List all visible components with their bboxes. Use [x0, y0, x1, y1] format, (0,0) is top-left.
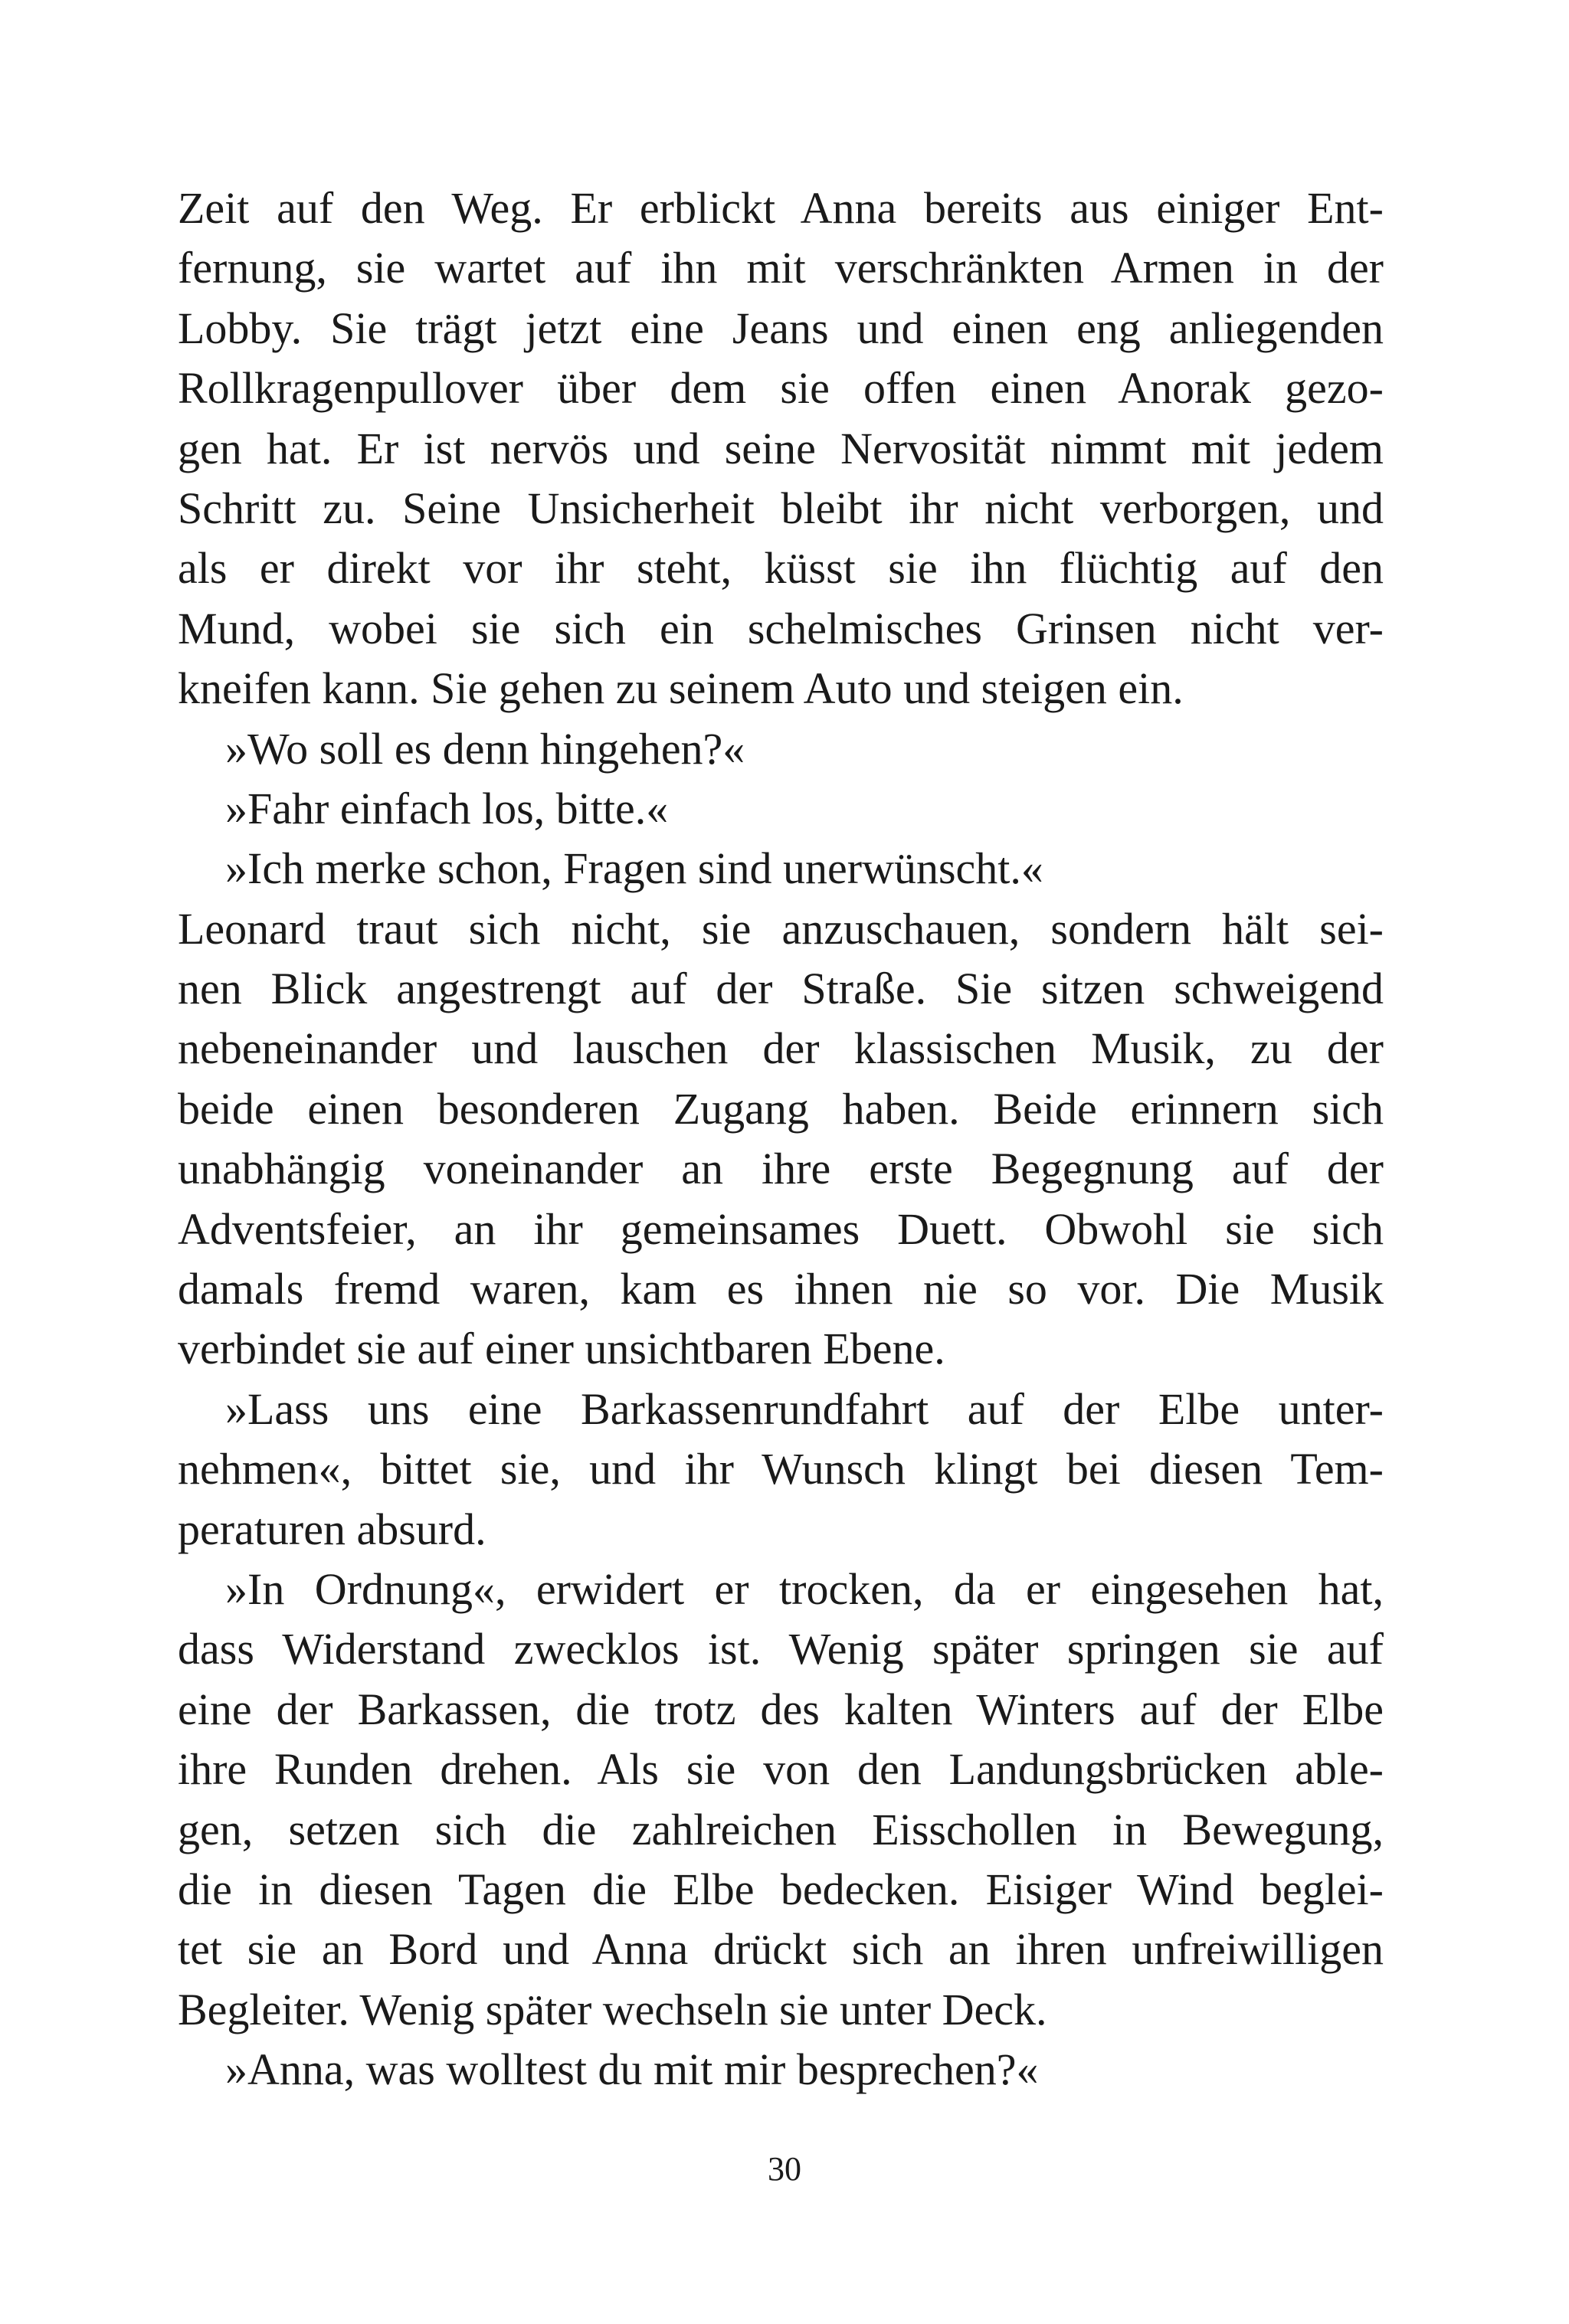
- text-line: als er direkt vor ihr steht, küsst sie ihn flüchtig auf den: [178, 543, 1384, 594]
- text-line: »In Ordnung«, erwidert er trocken, da er eingesehen hat,: [225, 1563, 1384, 1614]
- text-line: ihre Runden drehen. Als sie von den Landungsbrücken able-: [178, 1744, 1384, 1795]
- text-line: »Fahr einfach los, bitte.«: [225, 783, 669, 833]
- text-line: »Lass uns eine Barkassenrundfahrt auf der Elbe unter-: [225, 1383, 1384, 1434]
- text-line: Lobby. Sie trägt jetzt eine Jeans und einen eng anliegenden: [178, 303, 1384, 353]
- text-line: nehmen«, bittet sie, und ihr Wunsch klingt bei diesen Tem-: [178, 1444, 1384, 1494]
- text-line: Schritt zu. Seine Unsicherheit bleibt ihr nicht verborgen, und: [178, 483, 1384, 533]
- text-line: »Anna, was wolltest du mit mir besprechen?«: [225, 2044, 1039, 2095]
- text-line: fernung, sie wartet auf ihn mit verschränkten Armen in der: [178, 243, 1384, 293]
- text-line: Mund, wobei sie sich ein schelmisches Grinsen nicht ver-: [178, 603, 1384, 653]
- text-line: nebeneinander und lauschen der klassischen Musik, zu der: [178, 1023, 1384, 1074]
- text-line: beide einen besonderen Zugang haben. Beide erinnern sich: [178, 1083, 1384, 1134]
- text-line: Zeit auf den Weg. Er erblickt Anna bereits aus einiger Ent-: [178, 183, 1384, 233]
- text-line: damals fremd waren, kam es ihnen nie so vor. Die Musik: [178, 1264, 1384, 1314]
- text-line: Rollkragenpullover über dem sie offen einen Anorak gezo-: [178, 363, 1384, 414]
- text-line: peraturen absurd.: [178, 1504, 486, 1554]
- text-line: gen hat. Er ist nervös und seine Nervosität nimmt mit jedem: [178, 423, 1384, 473]
- text-line: tet sie an Bord und Anna drückt sich an ihren unfreiwilligen: [178, 1924, 1384, 1975]
- body-text: [178, 178, 1384, 2100]
- text-line: Adventsfeier, an ihr gemeinsames Duett. Obwohl sie sich: [178, 1203, 1384, 1254]
- text-line: Begleiter. Wenig später wechseln sie unter Deck.: [178, 1984, 1047, 2034]
- page-number: 30: [768, 2150, 801, 2188]
- text-line: kneifen kann. Sie gehen zu seinem Auto und steigen ein.: [178, 663, 1184, 714]
- text-line: Leonard traut sich nicht, sie anzuschauen, sondern hält sei-: [178, 903, 1384, 954]
- text-line: »Wo soll es denn hingehen?«: [225, 723, 745, 774]
- text-line: gen, setzen sich die zahlreichen Eisschollen in Bewegung,: [178, 1804, 1384, 1854]
- text-line: nen Blick angestrengt auf der Straße. Sie sitzen schweigend: [178, 964, 1384, 1014]
- text-line: die in diesen Tagen die Elbe bedecken. Eisiger Wind beglei-: [178, 1864, 1384, 1914]
- text-line: verbindet sie auf einer unsichtbaren Ebene.: [178, 1324, 945, 1374]
- text-line: dass Widerstand zwecklos ist. Wenig später springen sie auf: [178, 1624, 1384, 1674]
- text-line: eine der Barkassen, die trotz des kalten Winters auf der Elbe: [178, 1684, 1384, 1734]
- text-line: »Ich merke schon, Fragen sind unerwünscht.«: [225, 843, 1043, 894]
- text-line: unabhängig voneinander an ihre erste Begegnung auf der: [178, 1144, 1384, 1194]
